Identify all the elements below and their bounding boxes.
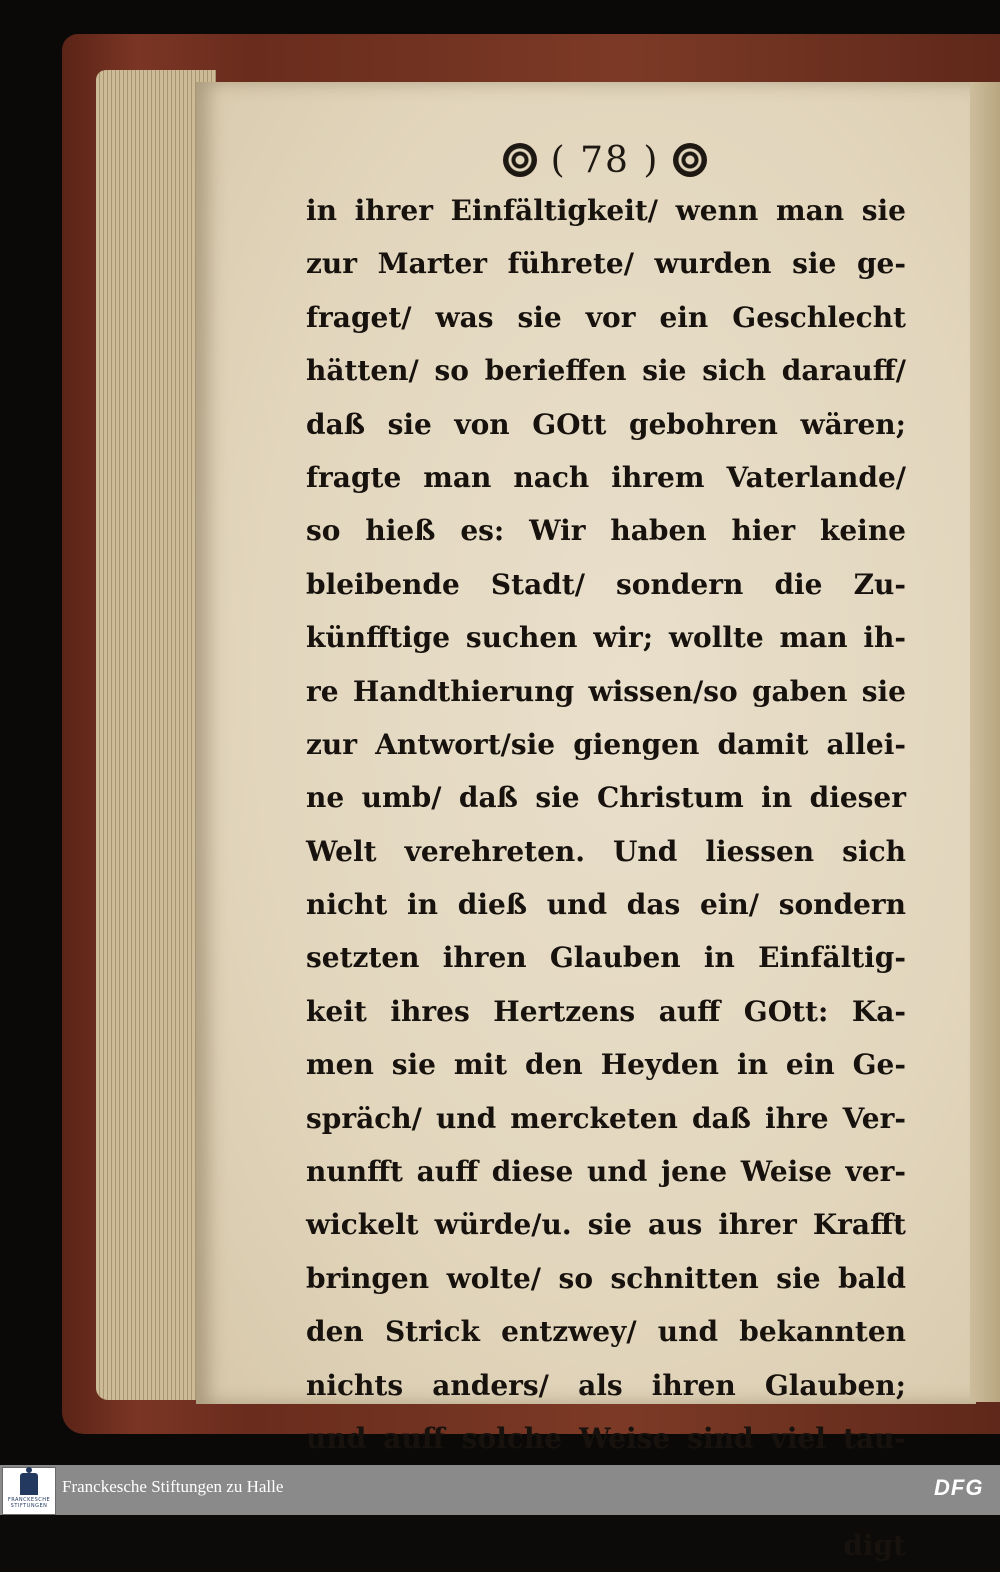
text-line: den Strick entzwey/ und bekannten [306, 1315, 906, 1349]
dfg-logo[interactable]: DFG [934, 1475, 984, 1500]
text-line: bleibende Stadt/ sondern die Zu- [306, 567, 906, 601]
page-number: ( 78 ) [550, 139, 660, 181]
text-line: und auff solche Weise sind viel tau- [306, 1421, 906, 1455]
text-line: ne umb/ daß sie Christum in dieser [306, 781, 906, 815]
text-line: zur Antwort/sie giengen damit allei- [306, 727, 906, 761]
text-line: wickelt würde/u. sie aus ihrer Krafft [306, 1208, 906, 1242]
text-line: nicht in dieß und das ein/ sondern [306, 888, 906, 922]
page-text [306, 184, 906, 1572]
text-line: fraget/ was sie vor ein Geschlecht [306, 300, 906, 334]
text-line: künfftige suchen wir; wollte man ih- [306, 621, 906, 655]
facing-page-gutter [970, 82, 1000, 1402]
text-line: Welt verehreten. Und liessen sich [306, 834, 906, 868]
text-line: spräch/ und mercketen daß ihre Ver- [306, 1101, 906, 1135]
building-icon [20, 1473, 38, 1495]
logo-text: FRANCKESCHE STIFTUNGEN [7, 1497, 51, 1509]
text-line: setzten ihren Glauben in Einfältig- [306, 941, 906, 975]
catchword: digt [843, 1528, 906, 1562]
text-line: fragte man nach ihrem Vaterlande/ [306, 460, 906, 494]
text-line: nichts anders/ als ihren Glauben; [306, 1368, 906, 1402]
text-line: daß sie von GOtt gebohren wären; [306, 407, 906, 441]
text-line: so hieß es: Wir haben hier keine [306, 514, 906, 548]
text-line: in ihrer Einfältigkeit/ wenn man sie [306, 194, 906, 227]
viewer-footer [0, 1465, 1000, 1515]
text-line: zur Marter führete/ wurden sie ge- [306, 247, 906, 281]
institution-name: Franckesche Stiftungen zu Halle [62, 1477, 284, 1496]
ornament-right-icon [673, 143, 707, 177]
institution-logo[interactable] [2, 1467, 56, 1515]
text-line: bringen wolte/ so schnitten sie bald [306, 1261, 906, 1295]
page-header [500, 138, 710, 182]
text-line: keit ihres Hertzens auff GOtt: Ka- [306, 994, 906, 1028]
ornament-left-icon [503, 143, 537, 177]
text-line: re Handthierung wissen/so gaben sie [306, 674, 906, 708]
text-line: men sie mit den Heyden in ein Ge- [306, 1048, 906, 1082]
text-line: hätten/ so berieffen sie sich darauff/ [306, 354, 906, 388]
text-line: nunfft auff diese und jene Weise ver- [306, 1155, 906, 1189]
